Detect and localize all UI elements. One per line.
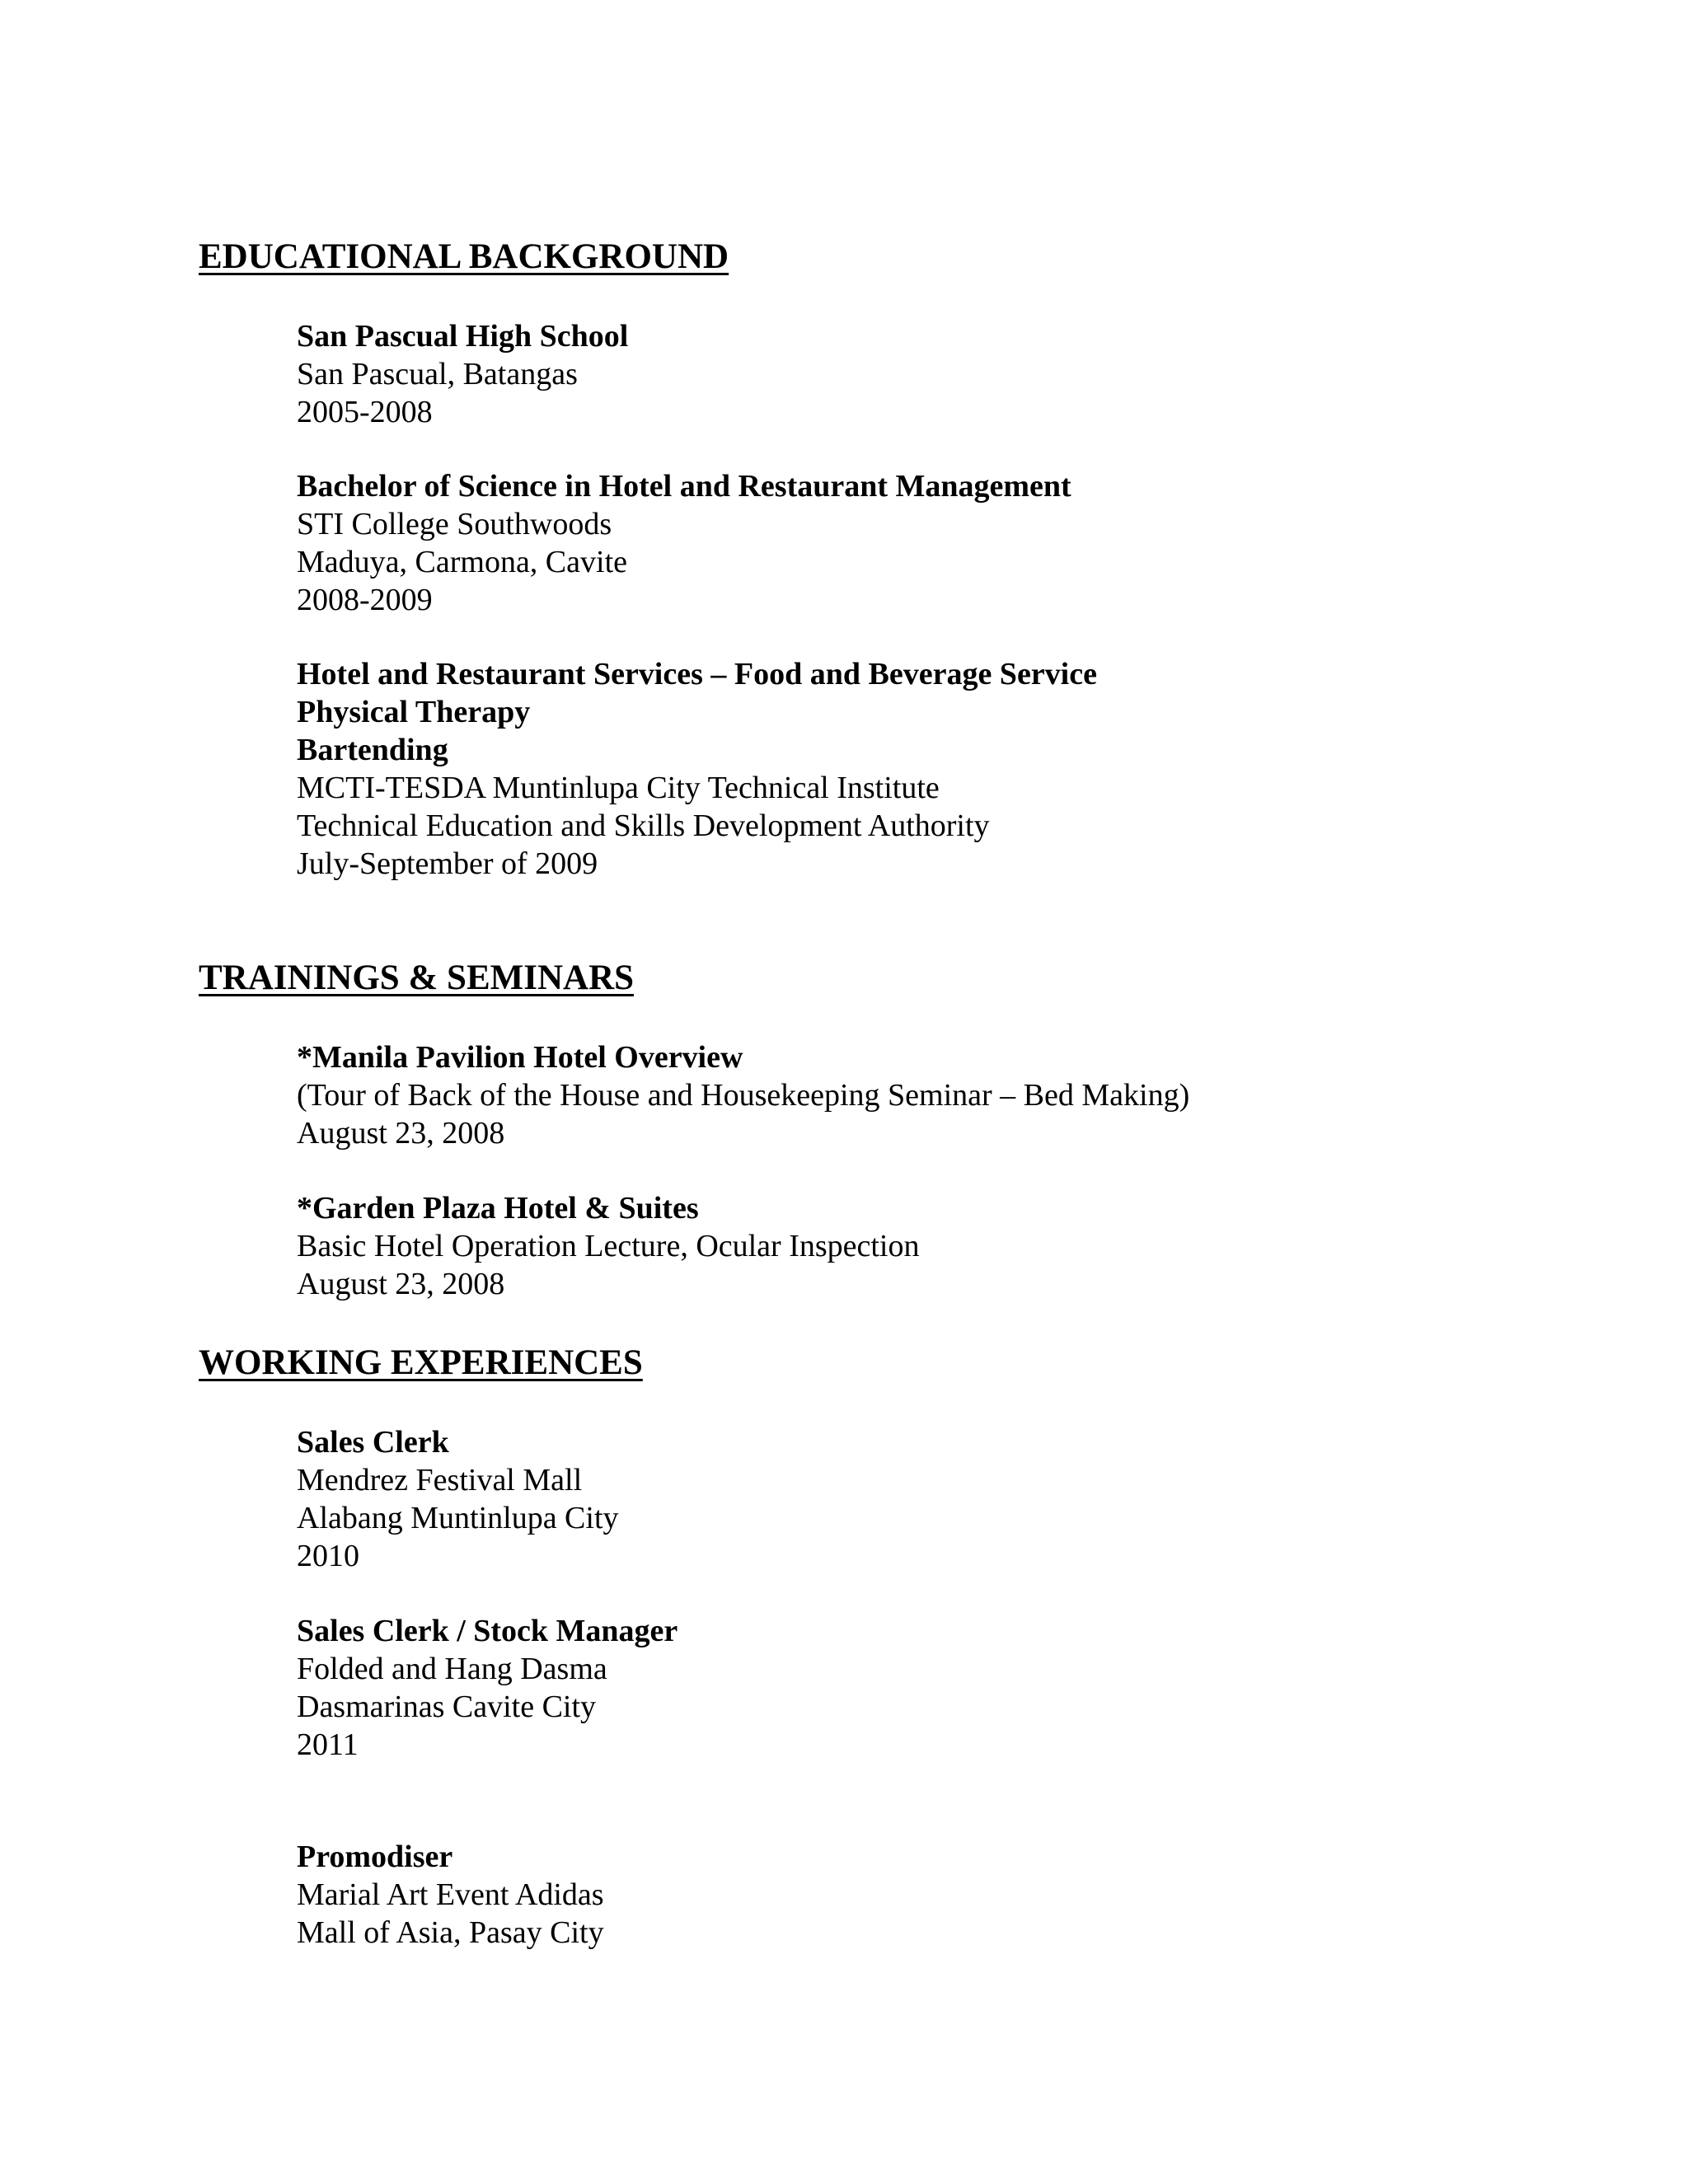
training-entry-garden-plaza [297, 1189, 920, 1303]
entry-dates: 2011 [297, 1727, 359, 1762]
entry-title: *Garden Plaza Hotel & Suites [297, 1191, 699, 1226]
entry-dates: August 23, 2008 [297, 1116, 505, 1151]
entry-school: STI College Southwoods [297, 507, 612, 541]
education-entry-bachelor [297, 467, 1071, 619]
entry-dates: 2008-2009 [297, 583, 433, 617]
entry-location: San Pascual, Batangas [297, 357, 578, 391]
entry-title: Hotel and Restaurant Services – Food and Beverage Service [297, 657, 1097, 691]
section-heading-education: EDUCATIONAL BACKGROUND [199, 237, 729, 276]
work-entry-promodiser [297, 1838, 604, 1952]
entry-title: Physical Therapy [297, 695, 531, 729]
section-heading-work: WORKING EXPERIENCES [199, 1343, 643, 1382]
entry-title: *Manila Pavilion Hotel Overview [297, 1040, 743, 1075]
entry-dates: July-September of 2009 [297, 846, 598, 881]
work-entry-sales-clerk [297, 1423, 619, 1575]
entry-title: Bartending [297, 733, 448, 767]
entry-location: Alabang Muntinlupa City [297, 1501, 619, 1535]
entry-school: MCTI-TESDA Muntinlupa City Technical Institute [297, 771, 940, 805]
entry-dates: August 23, 2008 [297, 1267, 505, 1301]
entry-title: Promodiser [297, 1840, 453, 1874]
education-entry-high-school [297, 317, 628, 431]
entry-title: Sales Clerk / Stock Manager [297, 1614, 678, 1648]
entry-title: Bachelor of Science in Hotel and Restaurant Management [297, 469, 1071, 504]
education-entry-tesda [297, 655, 1097, 883]
entry-employer: Folded and Hang Dasma [297, 1652, 607, 1686]
entry-school: Technical Education and Skills Development Authority [297, 808, 990, 843]
entry-dates: 2005-2008 [297, 395, 433, 429]
entry-description: Basic Hotel Operation Lecture, Ocular Inspection [297, 1229, 920, 1263]
entry-location: Maduya, Carmona, Cavite [297, 545, 628, 579]
entry-title: San Pascual High School [297, 319, 629, 354]
work-entry-stock-manager [297, 1612, 678, 1764]
entry-description: (Tour of Back of the House and Housekeeping Seminar – Bed Making) [297, 1078, 1190, 1113]
entry-location: Mall of Asia, Pasay City [297, 1915, 604, 1950]
entry-employer: Mendrez Festival Mall [297, 1463, 583, 1497]
training-entry-manila-pavilion [297, 1038, 1189, 1152]
entry-title: Sales Clerk [297, 1425, 449, 1460]
entry-employer: Marial Art Event Adidas [297, 1877, 604, 1912]
entry-dates: 2010 [297, 1539, 359, 1573]
section-heading-trainings: TRAININGS & SEMINARS [199, 958, 635, 997]
entry-location: Dasmarinas Cavite City [297, 1690, 597, 1724]
